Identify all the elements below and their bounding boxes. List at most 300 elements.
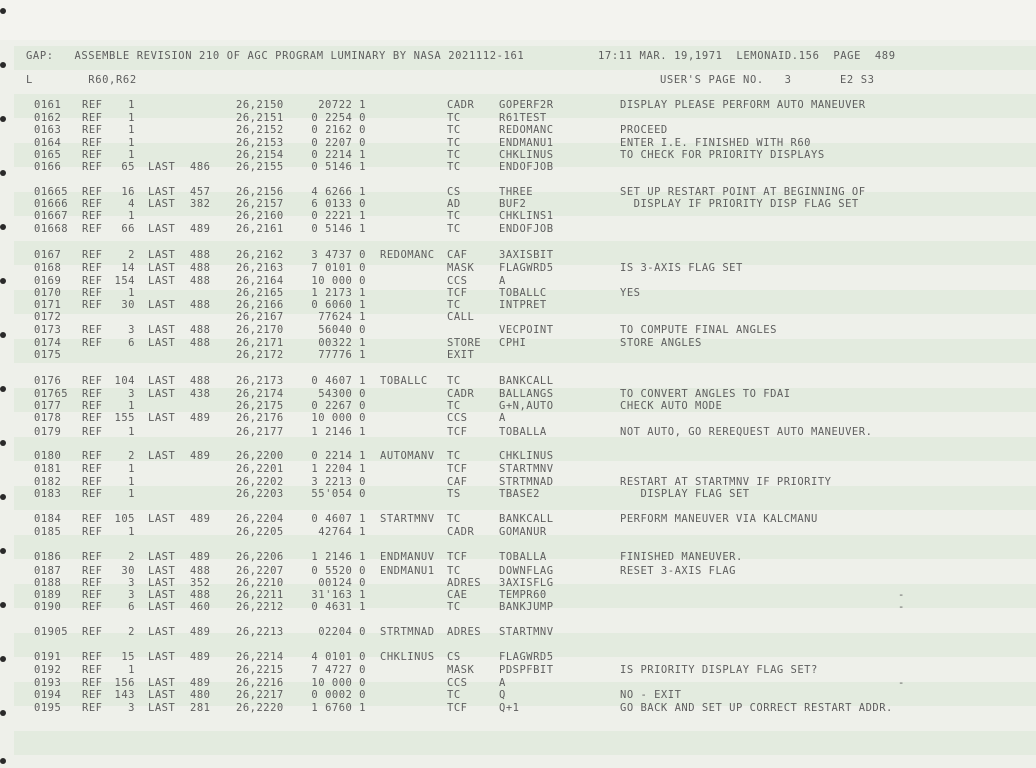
row-ref: REF xyxy=(82,388,103,400)
row-op: TC xyxy=(447,689,461,701)
row-code: 0 2214 1 xyxy=(311,450,366,462)
row-count: 1 xyxy=(128,99,135,111)
row-code: 02204 0 xyxy=(318,626,366,638)
row-last: LAST xyxy=(148,186,176,198)
listing-row xyxy=(0,412,1036,424)
row-op: ADRES xyxy=(447,577,482,589)
row-line: 01765 xyxy=(34,388,69,400)
user-page-number: USER'S PAGE NO. 3 E2 S3 xyxy=(660,74,875,86)
row-addr: 26,2174 xyxy=(236,388,284,400)
row-comment: YES xyxy=(620,287,641,299)
row-addr: 26,2202 xyxy=(236,476,284,488)
row-last: LAST xyxy=(148,299,176,311)
row-lnum: 489 xyxy=(190,677,211,689)
row-line: 0167 xyxy=(34,249,62,261)
row-code: 3 2213 0 xyxy=(311,476,366,488)
row-addr: 26,2155 xyxy=(236,161,284,173)
row-op: CADR xyxy=(447,526,475,538)
row-addr: 26,2161 xyxy=(236,223,284,235)
row-comment: PROCEED xyxy=(620,124,668,136)
listing-row xyxy=(0,488,1036,500)
row-lnum: 488 xyxy=(190,375,211,387)
row-op: CS xyxy=(447,651,461,663)
row-last: LAST xyxy=(148,702,176,714)
row-ref: REF xyxy=(82,513,103,525)
row-arg: CHKLINUS xyxy=(499,450,554,462)
row-line: 0181 xyxy=(34,463,62,475)
row-last: LAST xyxy=(148,601,176,613)
row-count: 2 xyxy=(128,249,135,261)
listing-row xyxy=(0,137,1036,149)
row-line: 0161 xyxy=(34,99,62,111)
row-ref: REF xyxy=(82,210,103,222)
row-op: CALL xyxy=(447,311,475,323)
row-count: 1 xyxy=(128,426,135,438)
row-count: 104 xyxy=(114,375,135,387)
row-count: 143 xyxy=(114,689,135,701)
row-ref: REF xyxy=(82,577,103,589)
listing-row xyxy=(0,388,1036,400)
row-last: LAST xyxy=(148,198,176,210)
feed-hole xyxy=(0,62,6,68)
listing-row xyxy=(0,664,1036,676)
row-comment: NOT AUTO, GO REREQUEST AUTO MANEUVER. xyxy=(620,426,873,438)
row-count: 3 xyxy=(128,577,135,589)
row-code: 0 4607 1 xyxy=(311,513,366,525)
row-arg: CHKLINS1 xyxy=(499,210,554,222)
row-op: CADR xyxy=(447,388,475,400)
row-arg: REDOMANC xyxy=(499,124,554,136)
row-ref: REF xyxy=(82,426,103,438)
row-ref: REF xyxy=(82,702,103,714)
row-code: 42764 1 xyxy=(318,526,366,538)
row-lnum: 489 xyxy=(190,412,211,424)
row-lnum: 488 xyxy=(190,275,211,287)
row-lnum: 457 xyxy=(190,186,211,198)
row-count: 3 xyxy=(128,324,135,336)
row-lnum: 281 xyxy=(190,702,211,714)
row-arg: GOMANUR xyxy=(499,526,547,538)
row-addr: 26,2153 xyxy=(236,137,284,149)
listing-row xyxy=(0,311,1036,323)
row-line: 0194 xyxy=(34,689,62,701)
row-addr: 26,2211 xyxy=(236,589,284,601)
row-line: 01668 xyxy=(34,223,69,235)
row-code: 0 5146 1 xyxy=(311,223,366,235)
row-mark: - xyxy=(898,677,905,689)
listing-row xyxy=(0,112,1036,124)
row-addr: 26,2203 xyxy=(236,488,284,500)
row-code: 20722 1 xyxy=(318,99,366,111)
row-ref: REF xyxy=(82,99,103,111)
row-last: LAST xyxy=(148,551,176,563)
row-arg: Q xyxy=(499,689,506,701)
row-last: LAST xyxy=(148,450,176,462)
row-op: TCF xyxy=(447,463,468,475)
row-count: 30 xyxy=(121,299,135,311)
row-op: CAF xyxy=(447,476,468,488)
row-ref: REF xyxy=(82,375,103,387)
row-op: TC xyxy=(447,112,461,124)
row-op: TC xyxy=(447,450,461,462)
row-arg: BANKCALL xyxy=(499,513,554,525)
row-lnum: 489 xyxy=(190,626,211,638)
row-label: ENDMANUV xyxy=(380,551,435,563)
routine-name: L R60,R62 xyxy=(26,74,137,86)
row-addr: 26,2210 xyxy=(236,577,284,589)
row-op: AD xyxy=(447,198,461,210)
row-op: TC xyxy=(447,137,461,149)
row-line: 01667 xyxy=(34,210,69,222)
row-arg: TOBALLA xyxy=(499,426,547,438)
row-line: 0179 xyxy=(34,426,62,438)
row-comment: NO - EXIT xyxy=(620,689,682,701)
row-line: 0186 xyxy=(34,551,62,563)
row-code: 0 2254 0 xyxy=(311,112,366,124)
listing-row xyxy=(0,565,1036,577)
row-ref: REF xyxy=(82,337,103,349)
row-op: CAF xyxy=(447,249,468,261)
row-addr: 26,2166 xyxy=(236,299,284,311)
row-addr: 26,2173 xyxy=(236,375,284,387)
row-line: 0188 xyxy=(34,577,62,589)
row-line: 0187 xyxy=(34,565,62,577)
row-line: 01666 xyxy=(34,198,69,210)
row-line: 0170 xyxy=(34,287,62,299)
row-comment: DISPLAY IF PRIORITY DISP FLAG SET xyxy=(620,198,859,210)
row-last: LAST xyxy=(148,412,176,424)
feed-hole xyxy=(0,8,6,14)
row-lnum: 488 xyxy=(190,249,211,261)
row-count: 3 xyxy=(128,702,135,714)
row-ref: REF xyxy=(82,551,103,563)
row-addr: 26,2160 xyxy=(236,210,284,222)
row-lnum: 488 xyxy=(190,589,211,601)
row-last: LAST xyxy=(148,337,176,349)
listing-row xyxy=(0,513,1036,525)
row-line: 0184 xyxy=(34,513,62,525)
listing-row xyxy=(0,210,1036,222)
row-arg: INTPRET xyxy=(499,299,547,311)
row-line: 0173 xyxy=(34,324,62,336)
row-line: 0174 xyxy=(34,337,62,349)
row-comment: TO COMPUTE FINAL ANGLES xyxy=(620,324,777,336)
listing-row xyxy=(0,702,1036,714)
row-ref: REF xyxy=(82,651,103,663)
row-count: 4 xyxy=(128,198,135,210)
row-code: 0 2267 0 xyxy=(311,400,366,412)
row-arg: CHKLINUS xyxy=(499,149,554,161)
row-code: 0 0002 0 xyxy=(311,689,366,701)
row-arg: ENDOFJOB xyxy=(499,223,554,235)
row-arg: 3AXISFLG xyxy=(499,577,554,589)
row-line: 0175 xyxy=(34,349,62,361)
row-addr: 26,2215 xyxy=(236,664,284,676)
listing-row xyxy=(0,198,1036,210)
row-comment: STORE ANGLES xyxy=(620,337,702,349)
row-count: 156 xyxy=(114,677,135,689)
listing-title: GAP: ASSEMBLE REVISION 210 OF AGC PROGRAM LUMINARY BY NASA 2021112-161 xyxy=(26,50,525,62)
row-comment: IS 3-AXIS FLAG SET xyxy=(620,262,743,274)
row-ref: REF xyxy=(82,488,103,500)
row-line: 0185 xyxy=(34,526,62,538)
row-last: LAST xyxy=(148,223,176,235)
row-code: 1 2173 1 xyxy=(311,287,366,299)
row-mark: - xyxy=(898,589,905,601)
row-lnum: 438 xyxy=(190,388,211,400)
listing-row xyxy=(0,299,1036,311)
listing-row xyxy=(0,375,1036,387)
row-addr: 26,2165 xyxy=(236,287,284,299)
row-label: STARTMNV xyxy=(380,513,435,525)
row-op: CCS xyxy=(447,412,468,424)
row-line: 0191 xyxy=(34,651,62,663)
row-arg: A xyxy=(499,677,506,689)
row-label: STRTMNAD xyxy=(380,626,435,638)
row-count: 15 xyxy=(121,651,135,663)
listing-row xyxy=(0,186,1036,198)
row-count: 3 xyxy=(128,589,135,601)
row-op: TC xyxy=(447,299,461,311)
row-arg: GOPERF2R xyxy=(499,99,554,111)
row-count: 105 xyxy=(114,513,135,525)
row-line: 0192 xyxy=(34,664,62,676)
row-code: 6 0133 0 xyxy=(311,198,366,210)
row-count: 1 xyxy=(128,488,135,500)
row-last: LAST xyxy=(148,262,176,274)
row-ref: REF xyxy=(82,124,103,136)
row-lnum: 489 xyxy=(190,223,211,235)
row-label: REDOMANC xyxy=(380,249,435,261)
row-count: 1 xyxy=(128,112,135,124)
row-label: AUTOMANV xyxy=(380,450,435,462)
row-addr: 26,2171 xyxy=(236,337,284,349)
listing-row xyxy=(0,161,1036,173)
row-arg: STARTMNV xyxy=(499,626,554,638)
row-arg: VECPOINT xyxy=(499,324,554,336)
listing-row xyxy=(0,349,1036,361)
row-code: 4 6266 1 xyxy=(311,186,366,198)
row-lnum: 488 xyxy=(190,337,211,349)
row-code: 0 2214 1 xyxy=(311,149,366,161)
row-line: 01665 xyxy=(34,186,69,198)
row-count: 1 xyxy=(128,137,135,149)
row-addr: 26,2162 xyxy=(236,249,284,261)
row-count: 2 xyxy=(128,626,135,638)
row-count: 3 xyxy=(128,388,135,400)
row-line: 0183 xyxy=(34,488,62,500)
row-arg: BUF2 xyxy=(499,198,527,210)
row-addr: 26,2176 xyxy=(236,412,284,424)
row-lnum: 486 xyxy=(190,161,211,173)
row-arg: TOBALLC xyxy=(499,287,547,299)
row-code: 00124 0 xyxy=(318,577,366,589)
row-arg: STARTMNV xyxy=(499,463,554,475)
listing-row xyxy=(0,463,1036,475)
row-lnum: 382 xyxy=(190,198,211,210)
row-last: LAST xyxy=(148,324,176,336)
row-count: 30 xyxy=(121,565,135,577)
listing-row xyxy=(0,589,1036,601)
row-addr: 26,2205 xyxy=(236,526,284,538)
row-arg: G+N,AUTO xyxy=(499,400,554,412)
row-op: ADRES xyxy=(447,626,482,638)
row-line: 0166 xyxy=(34,161,62,173)
row-arg: PDSPFBIT xyxy=(499,664,554,676)
row-lnum: 489 xyxy=(190,651,211,663)
listing-row xyxy=(0,577,1036,589)
row-code: 0 2221 1 xyxy=(311,210,366,222)
row-code: 10 000 0 xyxy=(311,275,366,287)
row-addr: 26,2212 xyxy=(236,601,284,613)
row-addr: 26,2217 xyxy=(236,689,284,701)
row-op: MASK xyxy=(447,664,475,676)
row-addr: 26,2150 xyxy=(236,99,284,111)
row-addr: 26,2164 xyxy=(236,275,284,287)
row-ref: REF xyxy=(82,601,103,613)
listing-row xyxy=(0,626,1036,638)
row-addr: 26,2177 xyxy=(236,426,284,438)
row-count: 1 xyxy=(128,463,135,475)
row-count: 1 xyxy=(128,124,135,136)
row-arg: THREE xyxy=(499,186,534,198)
row-lnum: 488 xyxy=(190,262,211,274)
row-op: MASK xyxy=(447,262,475,274)
listing-row xyxy=(0,450,1036,462)
row-comment: PERFORM MANEUVER VIA KALCMANU xyxy=(620,513,818,525)
row-line: 0189 xyxy=(34,589,62,601)
row-code: 77776 1 xyxy=(318,349,366,361)
row-op: TCF xyxy=(447,426,468,438)
row-ref: REF xyxy=(82,299,103,311)
row-arg: STRTMNAD xyxy=(499,476,554,488)
row-code: 55'054 0 xyxy=(311,488,366,500)
row-addr: 26,2167 xyxy=(236,311,284,323)
row-line: 0163 xyxy=(34,124,62,136)
row-label: CHKLINUS xyxy=(380,651,435,663)
row-count: 1 xyxy=(128,526,135,538)
row-op: TC xyxy=(447,513,461,525)
row-op: TC xyxy=(447,565,461,577)
row-comment: ENTER I.E. FINISHED WITH R60 xyxy=(620,137,812,149)
row-code: 0 4607 1 xyxy=(311,375,366,387)
row-ref: REF xyxy=(82,149,103,161)
listing-row xyxy=(0,275,1036,287)
row-last: LAST xyxy=(148,589,176,601)
row-addr: 26,2220 xyxy=(236,702,284,714)
row-code: 10 000 0 xyxy=(311,412,366,424)
row-count: 65 xyxy=(121,161,135,173)
row-ref: REF xyxy=(82,400,103,412)
row-ref: REF xyxy=(82,275,103,287)
row-count: 2 xyxy=(128,450,135,462)
row-comment: SET UP RESTART POINT AT BEGINNING OF xyxy=(620,186,866,198)
row-arg: TEMPR60 xyxy=(499,589,547,601)
row-line: 01905 xyxy=(34,626,69,638)
row-line: 0182 xyxy=(34,476,62,488)
row-last: LAST xyxy=(148,565,176,577)
row-arg: CPHI xyxy=(499,337,527,349)
row-line: 0178 xyxy=(34,412,62,424)
row-ref: REF xyxy=(82,626,103,638)
row-ref: REF xyxy=(82,450,103,462)
row-addr: 26,2200 xyxy=(236,450,284,462)
row-code: 0 2162 0 xyxy=(311,124,366,136)
row-ref: REF xyxy=(82,689,103,701)
row-ref: REF xyxy=(82,526,103,538)
row-addr: 26,2214 xyxy=(236,651,284,663)
row-count: 1 xyxy=(128,400,135,412)
row-line: 0177 xyxy=(34,400,62,412)
row-arg: FLAGWRD5 xyxy=(499,651,554,663)
row-arg: BANKJUMP xyxy=(499,601,554,613)
row-line: 0169 xyxy=(34,275,62,287)
row-arg: BALLANGS xyxy=(499,388,554,400)
listing-row xyxy=(0,262,1036,274)
row-addr: 26,2170 xyxy=(236,324,284,336)
row-line: 0162 xyxy=(34,112,62,124)
row-addr: 26,2152 xyxy=(236,124,284,136)
row-ref: REF xyxy=(82,161,103,173)
row-line: 0180 xyxy=(34,450,62,462)
row-count: 1 xyxy=(128,476,135,488)
row-addr: 26,2154 xyxy=(236,149,284,161)
row-ref: REF xyxy=(82,249,103,261)
row-op: TC xyxy=(447,149,461,161)
row-arg: FLAGWRD5 xyxy=(499,262,554,274)
row-addr: 26,2207 xyxy=(236,565,284,577)
row-last: LAST xyxy=(148,513,176,525)
row-last: LAST xyxy=(148,375,176,387)
row-op: CCS xyxy=(447,677,468,689)
row-addr: 26,2201 xyxy=(236,463,284,475)
listing-row xyxy=(0,149,1036,161)
row-addr: 26,2163 xyxy=(236,262,284,274)
row-ref: REF xyxy=(82,324,103,336)
listing-row xyxy=(0,223,1036,235)
row-ref: REF xyxy=(82,223,103,235)
feed-hole xyxy=(0,440,6,446)
row-code: 00322 1 xyxy=(318,337,366,349)
row-ref: REF xyxy=(82,664,103,676)
row-comment: DISPLAY PLEASE PERFORM AUTO MANEUVER xyxy=(620,99,866,111)
row-last: LAST xyxy=(148,626,176,638)
row-op: TC xyxy=(447,124,461,136)
listing-row xyxy=(0,124,1036,136)
row-ref: REF xyxy=(82,476,103,488)
row-line: 0164 xyxy=(34,137,62,149)
listing-row xyxy=(0,651,1036,663)
row-ref: REF xyxy=(82,677,103,689)
listing-row xyxy=(0,287,1036,299)
row-line: 0195 xyxy=(34,702,62,714)
row-line: 0176 xyxy=(34,375,62,387)
row-count: 1 xyxy=(128,149,135,161)
row-arg: A xyxy=(499,275,506,287)
row-ref: REF xyxy=(82,186,103,198)
row-addr: 26,2204 xyxy=(236,513,284,525)
row-arg: A xyxy=(499,412,506,424)
row-op: TC xyxy=(447,161,461,173)
row-addr: 26,2216 xyxy=(236,677,284,689)
row-comment: DISPLAY FLAG SET xyxy=(620,488,750,500)
row-line: 0168 xyxy=(34,262,62,274)
row-ref: REF xyxy=(82,112,103,124)
row-count: 16 xyxy=(121,186,135,198)
row-code: 77624 1 xyxy=(318,311,366,323)
row-arg: R61TEST xyxy=(499,112,547,124)
row-count: 6 xyxy=(128,337,135,349)
